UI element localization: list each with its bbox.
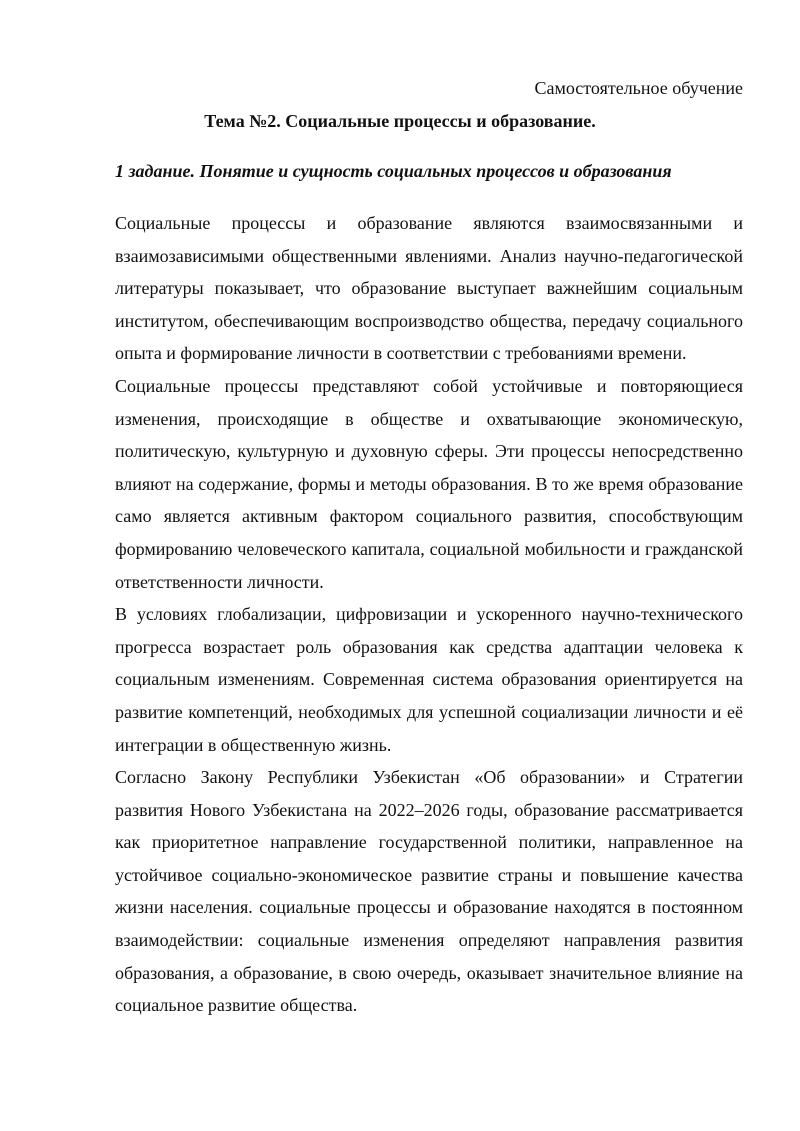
paragraph: В условиях глобализации, цифровизации и ускоренного научно-технического прогресса возрастает роль образования как средства адаптации человека к социальным изменениям. Современная система образования ориентируется на развитие компетенций, необходимых для успешной социализации личности и её интеграции в общественную жизнь.	[115, 604, 743, 755]
task-heading: 1 задание. Понятие и сущность социальных процессов и образования	[115, 161, 672, 181]
header-label: Самостоятельное обучение	[534, 78, 743, 98]
paragraph: Согласно Закону Республики Узбекистан «Об образовании» и Стратегии развития Нового Узбекистана на 2022–2026 годы, образование рассматривается как приоритетное направление государственной политики, направленное на устойчивое социально-экономическое развитие страны и повышение качества жизни населения. социальные процессы и образование находятся в постоянном взаимодействии: социальные изменения определяют направления развития образования, а образование, в свою очередь, оказывает значительное влияние на социальное развитие общества.	[115, 767, 743, 1016]
page-title: Тема №2. Социальные процессы и образование.	[204, 111, 596, 131]
body-text	[115, 207, 743, 1022]
paragraph: Социальные процессы и образование являются взаимосвязанными и взаимозависимыми общественными явлениями. Анализ научно-педагогической литературы показывает, что образование выступает важнейшим социальным институтом, обеспечивающим воспроизводство общества, передачу социального опыта и формирование личности в соответствии с требованиями времени.	[115, 213, 743, 364]
paragraph: Социальные процессы представляют собой устойчивые и повторяющиеся изменения, происходящие в обществе и охватывающие экономическую, политическую, культурную и духовную сферы. Эти процессы непосредственно влияют на содержание, формы и методы образования. В то же время образование само является активным фактором социального развития, способствующим формированию человеческого капитала, социальной мобильности и гражданской ответственности личности.	[115, 375, 743, 592]
